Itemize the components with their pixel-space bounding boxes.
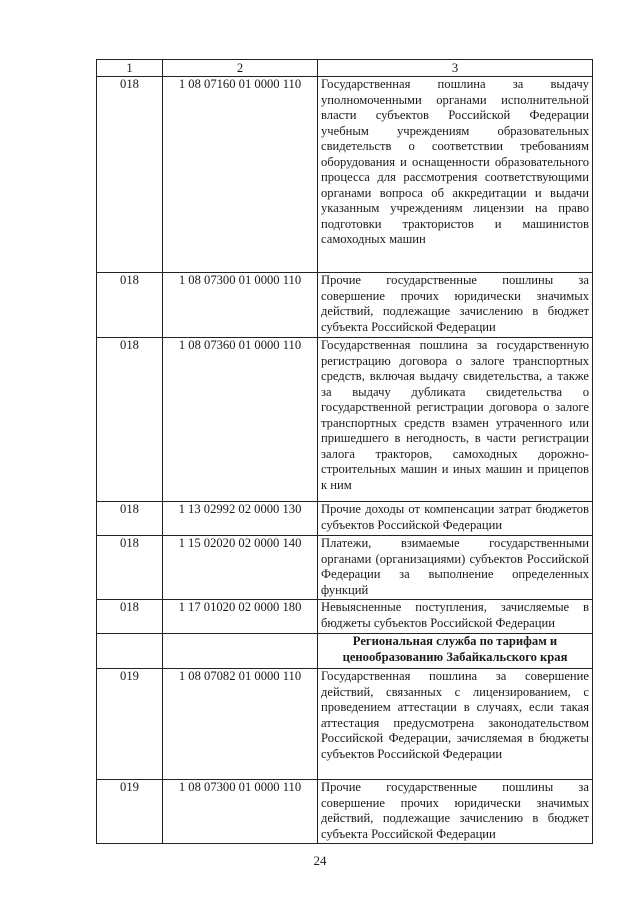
table-row <box>97 502 593 536</box>
budget-classification-code-cell: 1 08 07300 01 0000 110 <box>163 273 318 338</box>
admin-code-cell: 018 <box>97 600 163 634</box>
budget-classification-code-cell: 1 15 02020 02 0000 140 <box>163 536 318 600</box>
revenue-description-cell: Государственная пошлина за государственную регистрацию договора о залоге транспортных средств, включая выдачу свидетельства, а также за выдачу дубликата свидетельства о государственной регистрации договора о залоге транспортных средств взамен утраченного или пришедшего в негодность, в части регистрации залога тракторов, самоходных дорожно-строительных машин и иных машин и прицепов к ним <box>318 338 593 502</box>
admin-code-cell: 019 <box>97 669 163 780</box>
column-header: 3 <box>318 60 593 77</box>
table-row <box>97 338 593 502</box>
table-row <box>97 780 593 844</box>
table-row <box>97 273 593 338</box>
column-header: 1 <box>97 60 163 77</box>
page-number: 24 <box>313 853 327 868</box>
revenue-description-cell: Прочие доходы от компенсации затрат бюджетов субъектов Российской Федерации <box>318 502 593 536</box>
admin-code-cell: 019 <box>97 780 163 844</box>
admin-code-cell <box>97 634 163 669</box>
table-row <box>97 669 593 780</box>
budget-classification-code-cell: 1 08 07082 01 0000 110 <box>163 669 318 780</box>
revenue-description-cell: Платежи, взимаемые государственными органами (организациями) субъектов Российской Федерации за выполнение определенных функций <box>318 536 593 600</box>
table-row <box>97 600 593 634</box>
admin-code-cell: 018 <box>97 536 163 600</box>
budget-classification-code-cell: 1 08 07360 01 0000 110 <box>163 338 318 502</box>
budget-classification-code-cell: 1 08 07160 01 0000 110 <box>163 77 318 273</box>
section-heading-row <box>97 634 593 669</box>
budget-classification-code-cell: 1 13 02992 02 0000 130 <box>163 502 318 536</box>
admin-code-cell: 018 <box>97 273 163 338</box>
budget-classification-code-cell: 1 08 07300 01 0000 110 <box>163 780 318 844</box>
admin-code-cell: 018 <box>97 502 163 536</box>
column-header: 2 <box>163 60 318 77</box>
revenue-codes-table <box>96 59 593 844</box>
revenue-description-cell: Невыясненные поступления, зачисляемые в бюджеты субъектов Российской Федерации <box>318 600 593 634</box>
revenue-description-cell: Государственная пошлина за совершение действий, связанных с лицензированием, с проведением аттестации в случаях, если такая аттестация предусмотрена законодательством Российской Федерации, зачисляемая в бюджеты субъектов Российской Федерации <box>318 669 593 780</box>
revenue-description-cell: Прочие государственные пошлины за совершение прочих юридически значимых действий, подлежащие зачислению в бюджет субъекта Российской Федерации <box>318 780 593 844</box>
agency-heading-cell: Региональная служба по тарифам и ценообразованию Забайкальского края <box>318 634 593 669</box>
table-row <box>97 536 593 600</box>
table-header-row <box>97 60 593 77</box>
budget-classification-code-cell <box>163 634 318 669</box>
revenue-description-cell: Государственная пошлина за выдачу уполномоченными органами исполнительной власти субъектов Российской Федерации учебным учреждениям образовательных свидетельств о соответствии требованиям оборудования и оснащенности образовательного процесса для рассмотрения соответствующими органами вопроса об аккредитации и выдачи указанным учреждениям лицензии на право подготовки трактористов и машинистов самоходных машин <box>318 77 593 273</box>
admin-code-cell: 018 <box>97 77 163 273</box>
budget-classification-code-cell: 1 17 01020 02 0000 180 <box>163 600 318 634</box>
admin-code-cell: 018 <box>97 338 163 502</box>
table-row <box>97 77 593 273</box>
revenue-description-cell: Прочие государственные пошлины за совершение прочих юридически значимых действий, подлежащие зачислению в бюджет субъекта Российской Федерации <box>318 273 593 338</box>
